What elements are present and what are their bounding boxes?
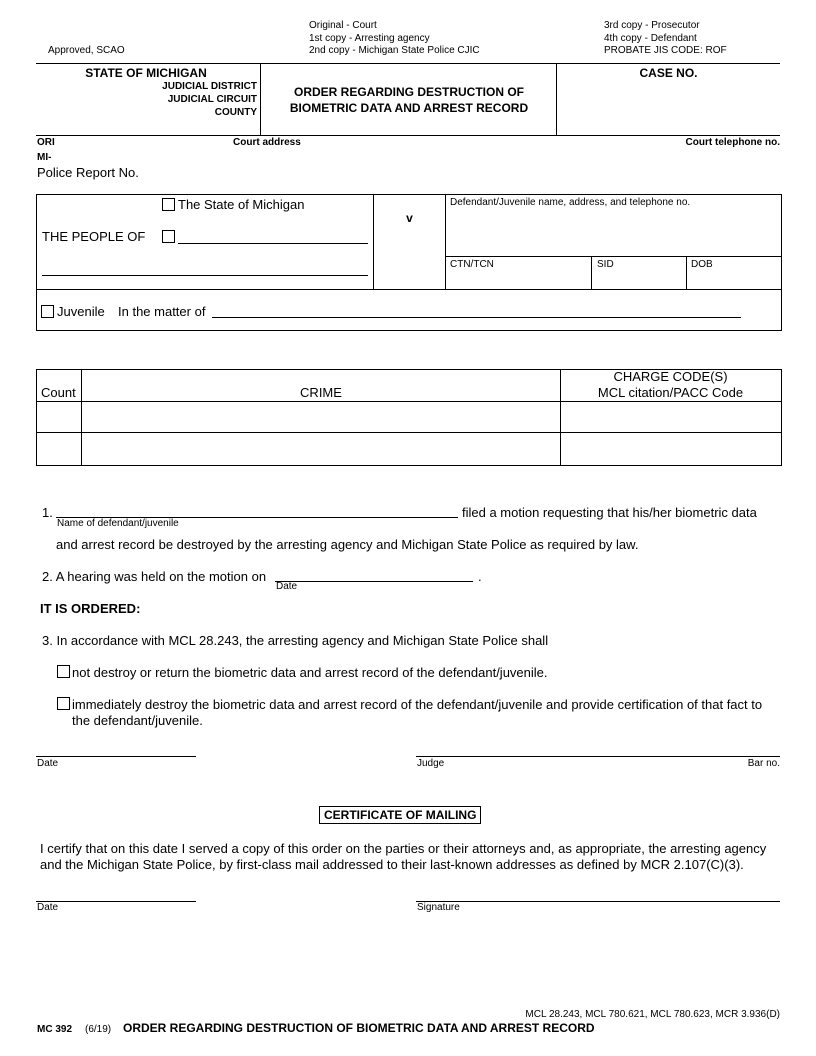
- hearing-date-caption: Date: [276, 581, 298, 592]
- defendant-info-label: Defendant/Juvenile name, address, and telephone no.: [450, 197, 691, 208]
- people-of-checkbox[interactable]: [162, 230, 175, 243]
- charge-code-header-line1: CHARGE CODE(S): [613, 369, 728, 384]
- destroy-option-label-line1: immediately destroy the biometric data and arrest record of the defendant/juvenile and provide certification of that fact to: [72, 697, 763, 712]
- parties-divider-left: [373, 194, 374, 289]
- footer-title: ORDER REGARDING DESTRUCTION OF BIOMETRIC DATA AND ARREST RECORD: [123, 1021, 595, 1035]
- order-date-caption: Date: [37, 758, 59, 769]
- people-of-label: THE PEOPLE OF: [42, 229, 146, 244]
- mi-prefix: MI-: [37, 152, 52, 163]
- case-no-label: CASE NO.: [639, 66, 698, 80]
- dob-label: DOB: [691, 259, 713, 270]
- item1-text: filed a motion requesting that his/her biometric data: [462, 505, 757, 520]
- charge-code-header-line2: MCL citation/PACC Code: [597, 385, 744, 400]
- bar-no-caption: Bar no.: [747, 758, 780, 769]
- parties-divider-right: [445, 194, 446, 289]
- form-title-line1: ORDER REGARDING DESTRUCTION OF: [293, 85, 524, 99]
- case-no-field[interactable]: [570, 84, 770, 130]
- crime-table-row[interactable]: [37, 402, 780, 432]
- not-destroy-option-label: not destroy or return the biometric data and arrest record of the defendant/juvenile.: [72, 665, 548, 680]
- state-of-michigan-checkbox[interactable]: [162, 198, 175, 211]
- distribution-first-copy: 1st copy - Arresting agency: [309, 33, 430, 44]
- police-report-label: Police Report No.: [37, 165, 139, 180]
- not-destroy-checkbox[interactable]: [57, 665, 70, 678]
- destroy-checkbox[interactable]: [57, 697, 70, 710]
- form-title-line2: BIOMETRIC DATA AND ARREST RECORD: [289, 101, 529, 115]
- probate-jis-code: PROBATE JIS CODE: ROF: [604, 45, 727, 56]
- item3-text: 3. In accordance with MCL 28.243, the arresting agency and Michigan State Police shall: [42, 633, 549, 648]
- judge-caption: Judge: [417, 758, 445, 769]
- crime-table-row[interactable]: [37, 433, 780, 464]
- certificate-heading: CERTIFICATE OF MAILING: [319, 806, 481, 824]
- juvenile-checkbox[interactable]: [41, 305, 54, 318]
- court-address-label: Court address: [233, 137, 301, 148]
- people-of-extra-line[interactable]: [42, 275, 368, 276]
- mailing-signature-caption: Signature: [417, 902, 460, 913]
- item2-text: 2. A hearing was held on the motion on: [42, 569, 267, 584]
- court-block-rule: [36, 135, 780, 136]
- mailing-date-caption: Date: [37, 902, 59, 913]
- footer-citations: MCL 28.243, MCL 780.621, MCL 780.623, MCR 3.936(D): [525, 1009, 780, 1020]
- ctn-sid-divider: [591, 256, 592, 289]
- count-header: Count: [41, 385, 76, 400]
- destroy-option-label-line2: the defendant/juvenile.: [72, 713, 203, 728]
- distribution-fourth-copy: 4th copy - Defendant: [604, 33, 697, 44]
- certificate-text-line1: I certify that on this date I served a copy of this order on the parties or their attorneys and, as appropriate, the arresting agency: [40, 841, 767, 856]
- hearing-date-line[interactable]: [275, 581, 473, 582]
- court-telephone-label: Court telephone no.: [685, 137, 780, 148]
- distribution-third-copy: 3rd copy - Prosecutor: [604, 20, 700, 31]
- header-rule: [36, 63, 780, 64]
- mailing-signature-line[interactable]: [416, 901, 780, 902]
- court-title-divider: [260, 63, 261, 135]
- order-date-line[interactable]: [36, 756, 196, 757]
- juvenile-label: Juvenile: [57, 304, 105, 319]
- sid-label: SID: [597, 259, 614, 270]
- mailing-date-line[interactable]: [36, 901, 196, 902]
- matter-of-label: In the matter of: [118, 304, 206, 319]
- item1-text-line2: and arrest record be destroyed by the arresting agency and Michigan State Police as required by law.: [56, 537, 639, 552]
- item1-number: 1.: [42, 505, 53, 520]
- crime-header: CRIME: [300, 385, 342, 400]
- state-of-michigan: STATE OF MICHIGAN: [85, 66, 207, 80]
- form-number: MC 392: [37, 1024, 73, 1035]
- parties-juvenile-rule: [36, 289, 781, 290]
- people-of-line[interactable]: [178, 243, 368, 244]
- ori-label: ORI: [37, 137, 55, 148]
- judge-signature-line[interactable]: [416, 756, 780, 757]
- sid-dob-divider: [686, 256, 687, 289]
- ctn-tcn-label: CTN/TCN: [450, 259, 494, 270]
- defendant-name-caption: Name of defendant/juvenile: [57, 518, 179, 529]
- defendant-ids-rule: [445, 256, 781, 257]
- distribution-original: Original - Court: [309, 20, 377, 31]
- county-label: COUNTY: [214, 107, 257, 118]
- certificate-text-line2: and the Michigan State Police, by first-class mail addressed to their last-known addresses as defined by MCR 2.107(C)(3).: [40, 857, 744, 872]
- approved-label: Approved, SCAO: [48, 45, 125, 56]
- defendant-info-field[interactable]: [450, 212, 775, 252]
- form-revision: (6/19): [85, 1024, 112, 1035]
- it-is-ordered-heading: IT IS ORDERED:: [40, 601, 141, 616]
- matter-of-line[interactable]: [212, 317, 741, 318]
- versus-label: v: [406, 211, 413, 225]
- judicial-district-label: JUDICIAL DISTRICT: [162, 81, 257, 92]
- judicial-circuit-label: JUDICIAL CIRCUIT: [167, 94, 257, 105]
- item2-period: .: [478, 569, 482, 584]
- state-of-michigan-option-label: The State of Michigan: [178, 197, 305, 212]
- distribution-second-copy: 2nd copy - Michigan State Police CJIC: [309, 45, 480, 56]
